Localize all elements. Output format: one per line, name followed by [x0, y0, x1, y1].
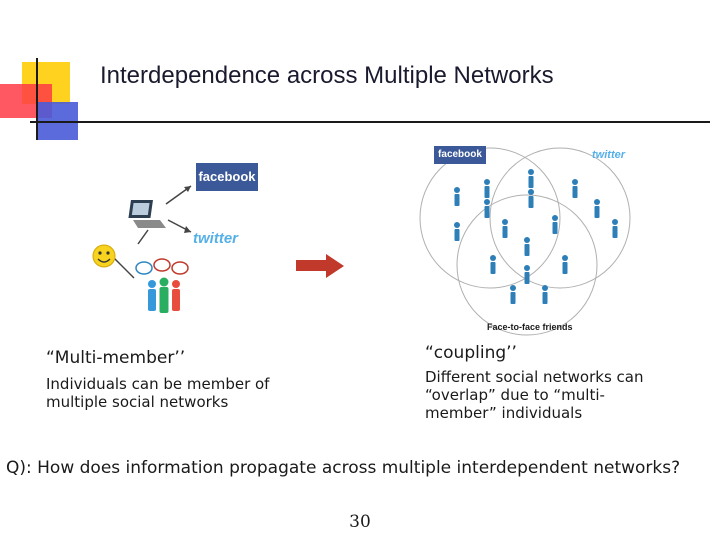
multi-member-heading: “Multi-member’’ — [46, 348, 186, 368]
twitter-logo-small: twitter — [592, 149, 625, 161]
coupling-heading: “coupling’’ — [425, 343, 517, 363]
right-arrow-icon — [296, 253, 346, 279]
decorative-vertical-line — [36, 58, 38, 140]
title-underline — [30, 121, 710, 123]
coupled-networks-diagram — [405, 140, 655, 340]
laptop-icon — [128, 200, 166, 228]
slide-title: Interdependence across Multiple Networks — [100, 62, 554, 89]
face-to-face-friends-label: Face-to-face friends — [487, 322, 573, 332]
coupling-description: Different social networks can “overlap” due to “multi-member” individuals — [425, 368, 644, 422]
multi-member-description: Individuals can be member of multiple social networks — [46, 375, 270, 411]
people-group-icon — [148, 278, 180, 314]
speech-bubbles-icon — [136, 259, 188, 274]
facebook-logo-small: facebook — [434, 146, 486, 164]
smiley-icon — [93, 245, 115, 267]
page-number: 30 — [349, 512, 371, 532]
facebook-logo: facebook — [196, 163, 258, 191]
twitter-logo: twitter — [193, 230, 238, 247]
research-question: Q): How does information propagate across multiple interdependent networks? — [6, 458, 681, 478]
venn-graphics — [405, 140, 655, 340]
